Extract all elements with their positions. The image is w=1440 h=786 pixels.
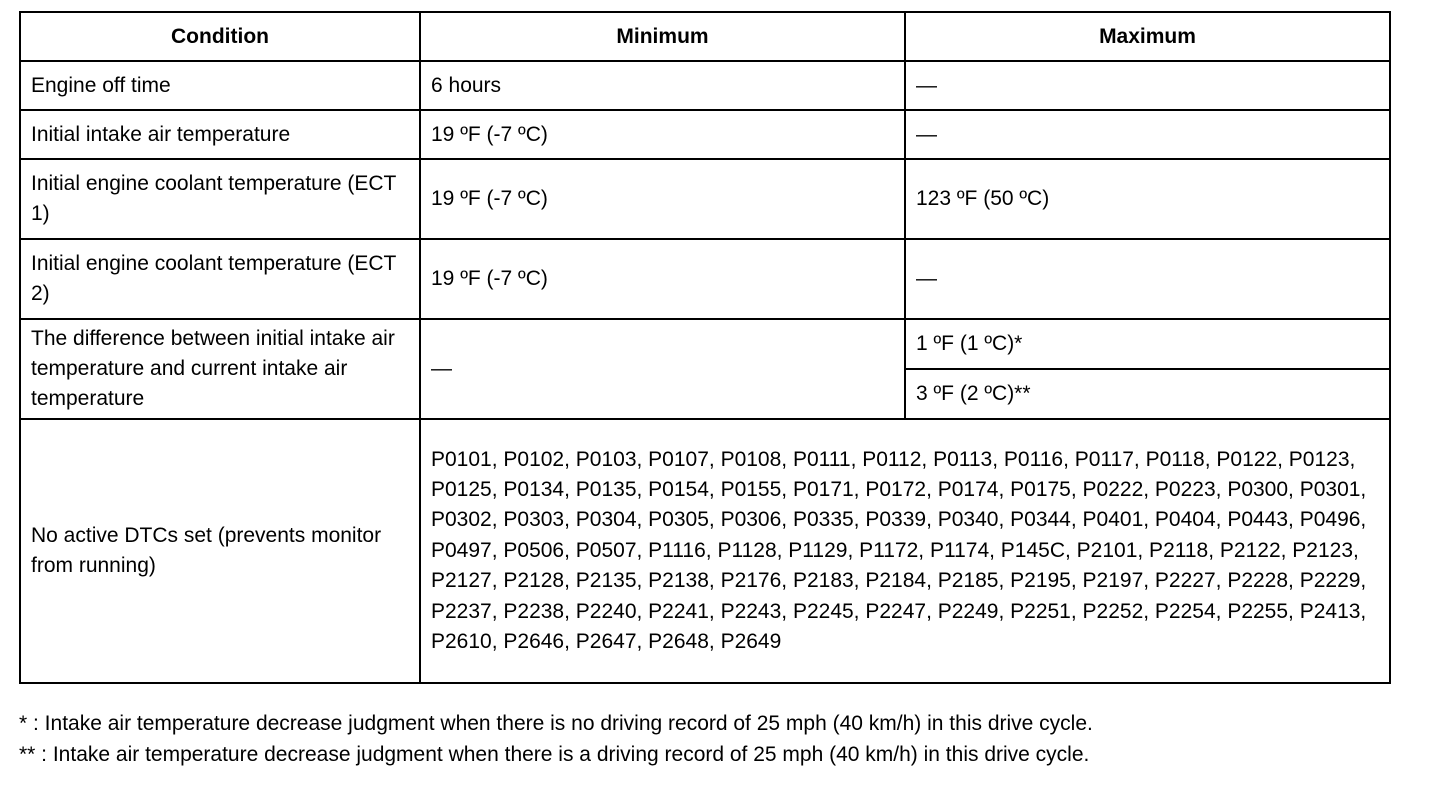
footnotes bbox=[19, 708, 1093, 770]
condition-cell: The difference between initial intake air temperature and current intake air temperature bbox=[20, 319, 420, 419]
minimum-cell: 6 hours bbox=[420, 61, 905, 110]
condition-cell: Initial engine coolant temperature (ECT 1) bbox=[20, 159, 420, 239]
footnote-mark: * : bbox=[19, 712, 39, 735]
header-maximum: Maximum bbox=[905, 12, 1390, 61]
minimum-cell: 19 ºF (-7 ºC) bbox=[420, 239, 905, 319]
condition-cell: Engine off time bbox=[20, 61, 420, 110]
footnote-single-asterisk bbox=[19, 708, 1093, 739]
maximum-cell: — bbox=[905, 239, 1390, 319]
footnote-double-asterisk bbox=[19, 739, 1093, 770]
table-row bbox=[20, 239, 1390, 319]
table-row bbox=[20, 319, 1390, 369]
footnote-text: Intake air temperature decrease judgment when there is a driving record of 25 mph (40 km/h) in this drive cycle. bbox=[47, 743, 1090, 766]
table-header-row bbox=[20, 12, 1390, 61]
table-row bbox=[20, 419, 1390, 683]
footnote-text: Intake air temperature decrease judgment when there is no driving record of 25 mph (40 km/h) in this drive cycle. bbox=[38, 712, 1093, 735]
condition-cell: Initial intake air temperature bbox=[20, 110, 420, 159]
maximum-cell-second: 3 ºF (2 ºC)** bbox=[905, 369, 1390, 419]
minimum-cell: 19 ºF (-7 ºC) bbox=[420, 110, 905, 159]
maximum-cell: — bbox=[905, 61, 1390, 110]
condition-cell: Initial engine coolant temperature (ECT 2) bbox=[20, 239, 420, 319]
maximum-cell: — bbox=[905, 110, 1390, 159]
table-row bbox=[20, 110, 1390, 159]
footnote-mark: ** : bbox=[19, 743, 48, 766]
table-row bbox=[20, 159, 1390, 239]
table-row bbox=[20, 61, 1390, 110]
header-minimum: Minimum bbox=[420, 12, 905, 61]
dtc-list-cell: P0101, P0102, P0103, P0107, P0108, P0111, P0112, P0113, P0116, P0117, P0118, P0122, P0123, P0125, P0134, P0135, P0154, P0155, P0171, P0172, P0174, P0175, P0222, P0223, P0300, P0301, P0302, P0303, P0304, P0305, P0306, P0335, P0339, P0340, P0344, P0401, P0404, P0443, P0496, P0497, P0506, P0507, P1116, P1128, P1129, P1172, P1174, P145C, P2101, P2118, P2122, P2123, P2127, P2128, P2135, P2138, P2176, P2183, P2184, P2185, P2195, P2197, P2227, P2228, P2229, P2237, P2238, P2240, P2241, P2243, P2245, P2247, P2249, P2251, P2252, P2254, P2255, P2413, P2610, P2646, P2647, P2648, P2649 bbox=[420, 419, 1390, 683]
minimum-cell: 19 ºF (-7 ºC) bbox=[420, 159, 905, 239]
condition-cell: No active DTCs set (prevents monitor from running) bbox=[20, 419, 420, 683]
header-condition: Condition bbox=[20, 12, 420, 61]
minimum-cell: — bbox=[420, 319, 905, 419]
maximum-cell: 123 ºF (50 ºC) bbox=[905, 159, 1390, 239]
maximum-cell-first: 1 ºF (1 ºC)* bbox=[905, 319, 1390, 369]
monitor-conditions-table bbox=[19, 11, 1391, 684]
